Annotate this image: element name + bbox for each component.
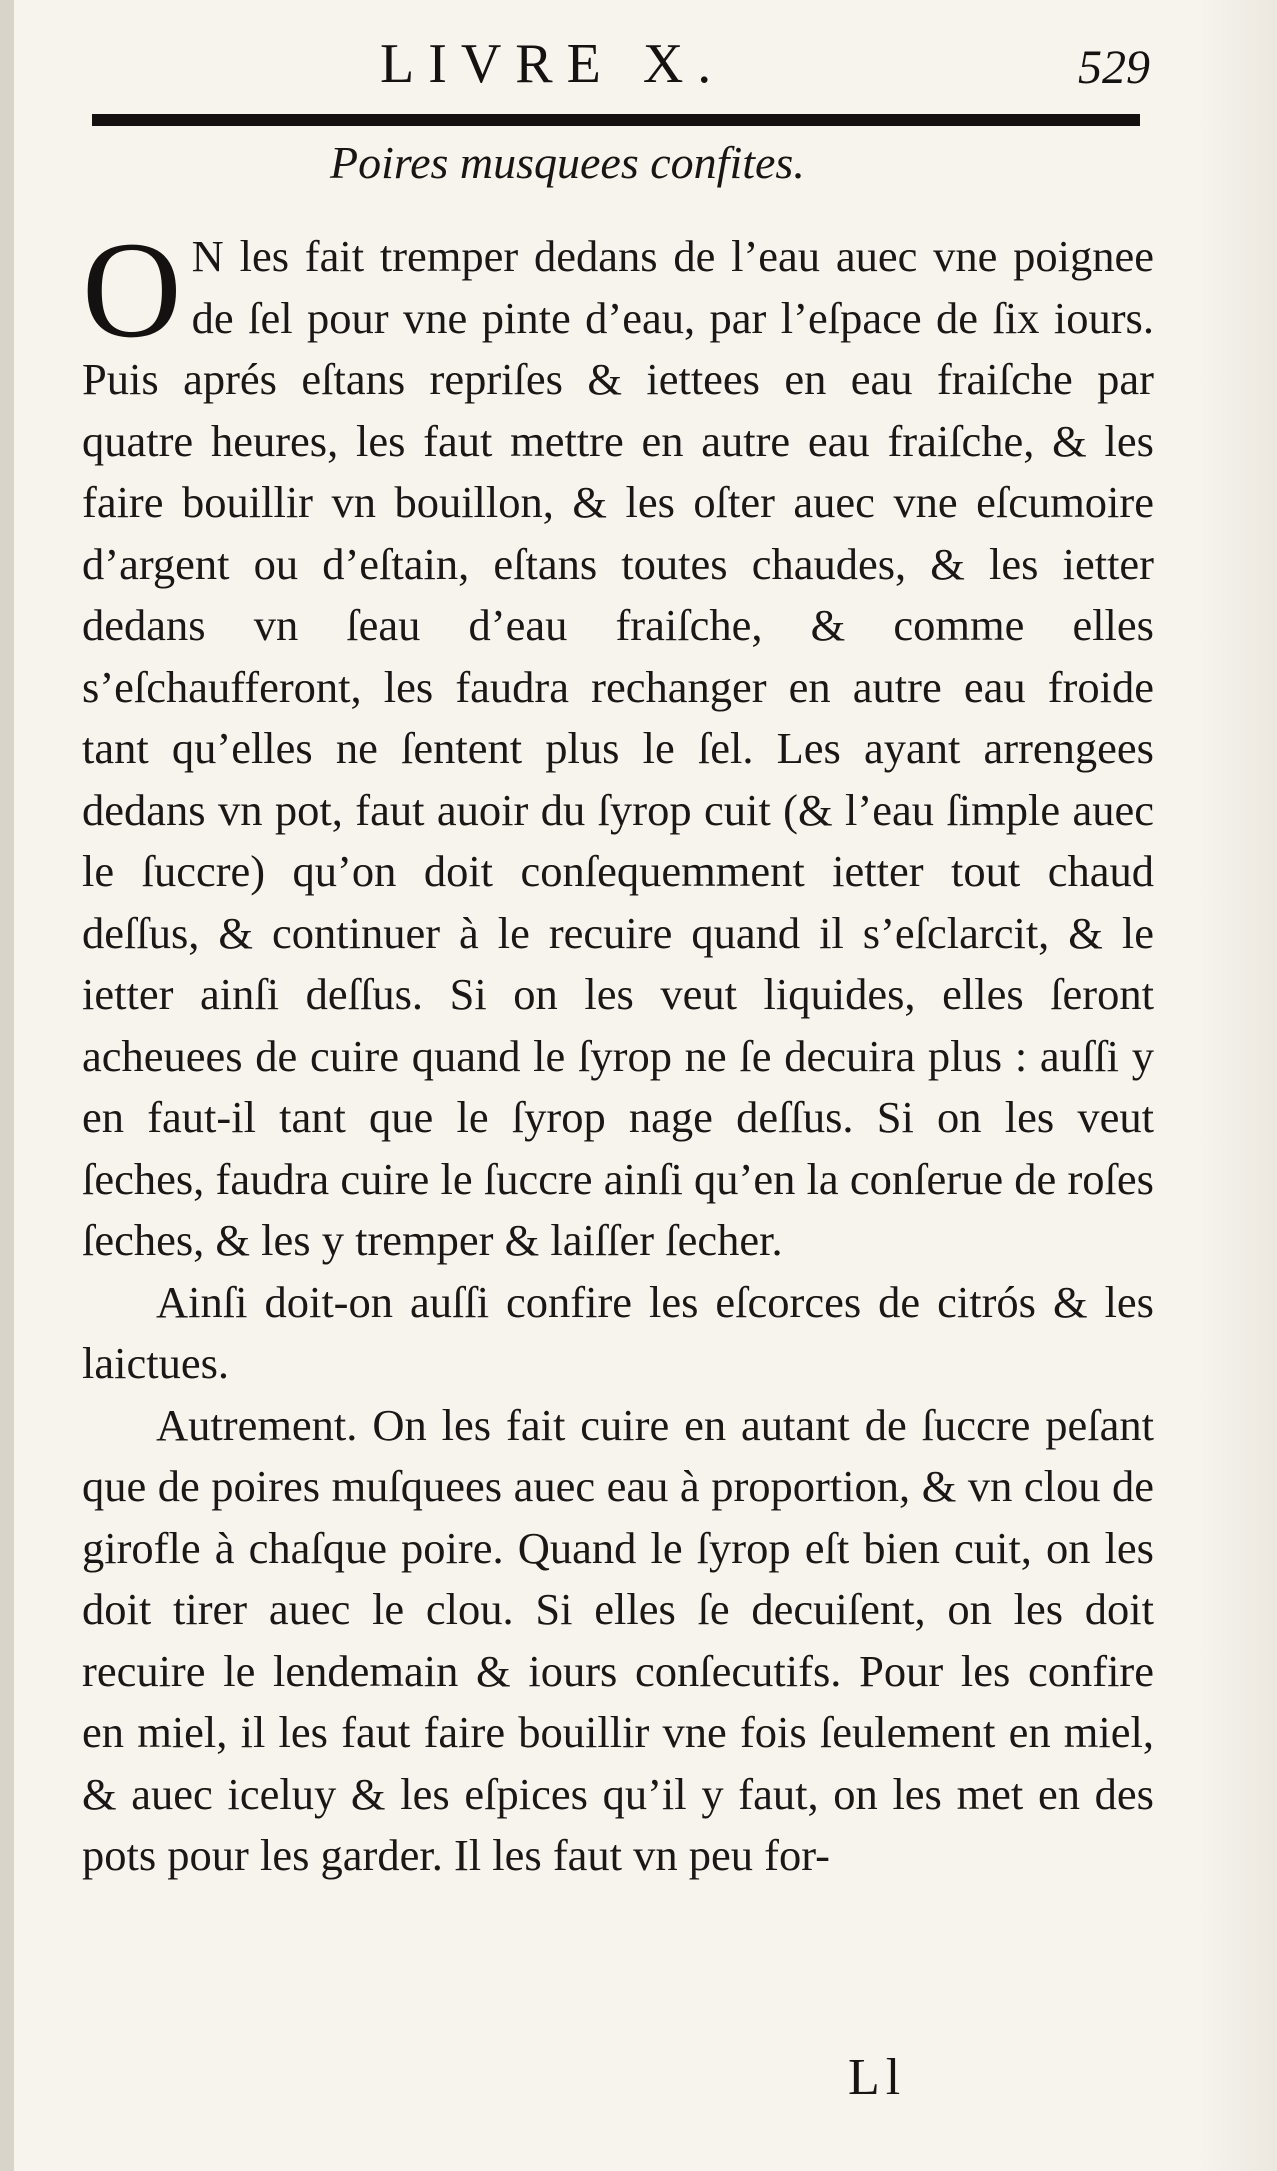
header-rule [92, 114, 1140, 126]
paragraph-3: Autrement. On les fait cuire en autant de ſuccre peſant que de poires muſquees auec eau à proportion, & vn clou de girofle à chaſque poire. Quand le ſyrop eſt bien cuit, on les doit tirer auec le clou. Si elles ſe decuiſent, on les doit recuire le lendemain & iours conſecutifs. Pour les confire en miel, il les faut faire bouillir vne fois ſeulement en miel, & auec iceluy & les eſpices qu’il y faut, on les met en des pots pour les garder. Il les faut vn peu for- [82, 1399, 1154, 1880]
body-text [82, 213, 1154, 1887]
drop-cap: O [82, 213, 182, 366]
page-edge-shade [1197, 0, 1277, 2171]
page-number: 529 [1078, 41, 1150, 94]
signature-mark: Ll [848, 2049, 907, 2106]
running-head [90, 18, 1150, 108]
running-title: LIVRE X. [380, 33, 726, 95]
paragraph-2: Ainſi doit-on auſſi confire les eſcorces de citrós & les laictues. [82, 1276, 1154, 1388]
paragraph-1-text: N les fait tremper dedans de l’eau auec vne poignee de ſel pour vne pinte d’eau, par l’eſpace de ſix iours. Puis aprés eſtans repriſes & iettees en eau fraiſche par quatre heures, les faut mettre en autre eau fraiſche, & les faire bouillir vn bouillon, & les oſter auec vne eſcumoire d’argent ou d’eſtain, eſtans toutes chaudes, & les ietter dedans vn ſeau d’eau fraiſche, & comme elles s’eſchaufferont, les faudra rechanger en autre eau froide tant qu’elles ne ſentent plus le ſel. Les ayant arrengees dedans vn pot, faut auoir du ſyrop cuit (& l’eau ſimple auec le ſuccre) qu’on doit conſequemment ietter tout chaud deſſus, & continuer à le recuire quand il s’eſclarcit, & le ietter ainſi deſſus. Si on les veut liquides, elles ſeront acheuees de cuire quand le ſyrop ne ſe decuira plus : auſſi y en faut-il tant que le ſyrop nage deſſus. Si on les veut ſeches, faudra cuire le ſuccre ainſi qu’en la conſerue de roſes ſeches, & les y tremper & laiſſer ſecher. [82, 231, 1154, 1265]
page-gutter-shadow [0, 0, 14, 2171]
paragraph-1 [82, 213, 1154, 1272]
section-title: Poires musquees confites. [330, 137, 805, 188]
